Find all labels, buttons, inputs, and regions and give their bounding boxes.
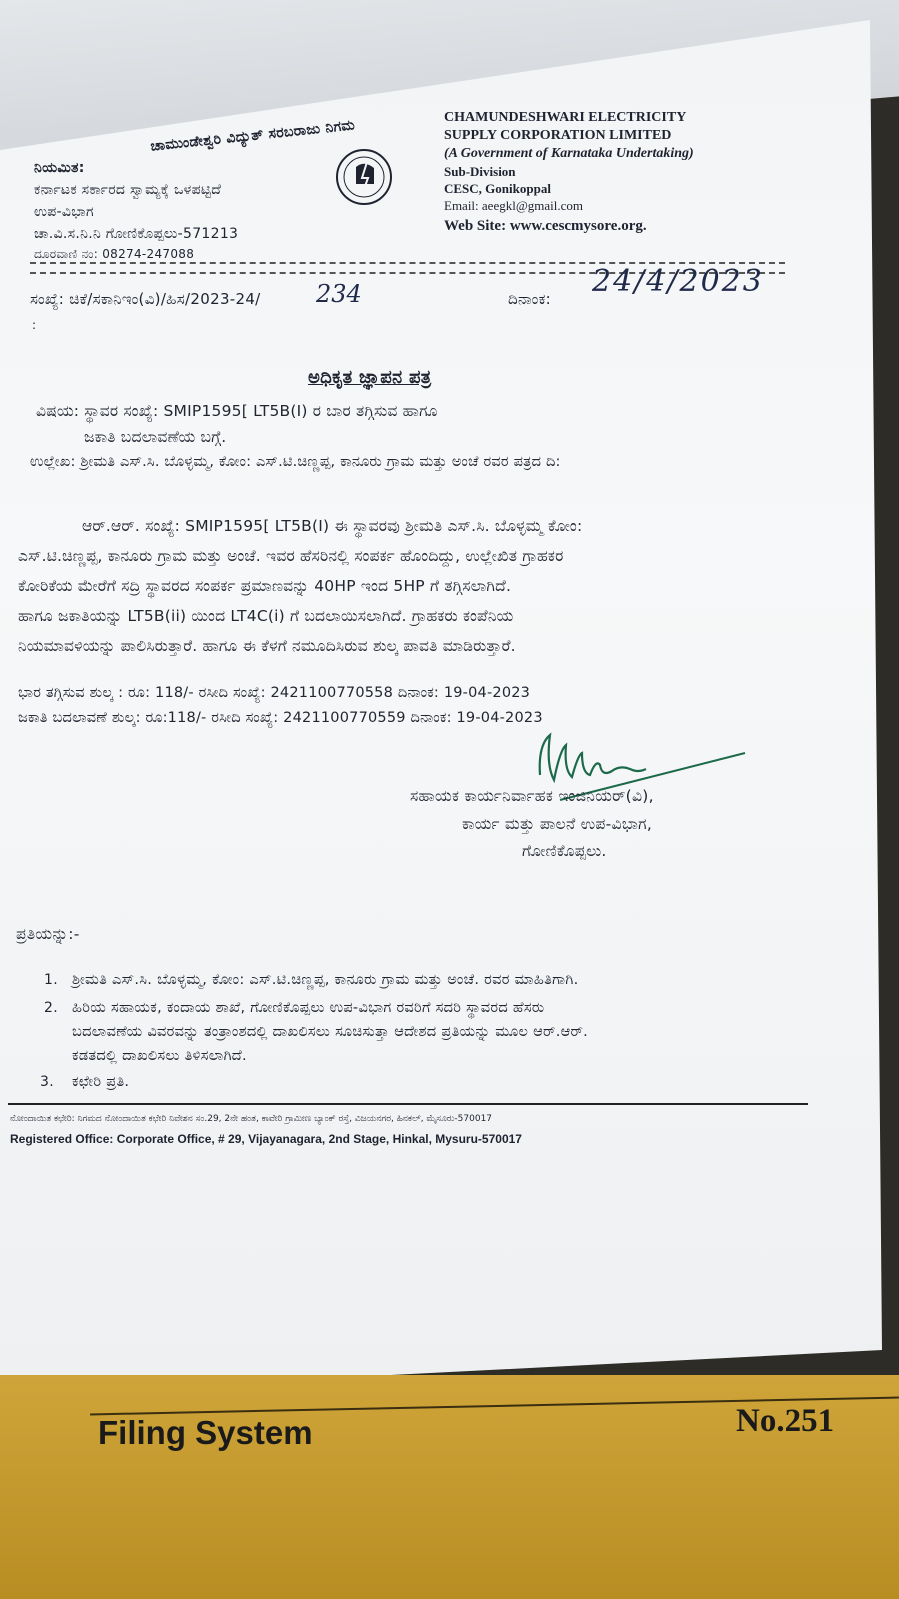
letterhead-english-line: CHAMUNDESHWARI ELECTRICITY xyxy=(444,110,687,125)
cesc-logo xyxy=(334,132,394,222)
copy-recipient: ಕಛೇರಿ ಪ್ರತಿ. xyxy=(72,1074,130,1090)
signatory-place: ಗೋಣಿಕೊಪ್ಪಲು. xyxy=(522,842,607,860)
copy-number: 2. xyxy=(44,1000,58,1016)
letterhead-english-line: SUPPLY CORPORATION LIMITED xyxy=(444,128,672,143)
signatory-office: ಕಾರ್ಯ ಮತ್ತು ಪಾಲನೆ ಉಪ-ವಿಭಾಗ, xyxy=(462,815,653,833)
fee-line: ಭಾರ ತಗ್ಗಿಸುವ ಶುಲ್ಕ : ರೂ: 118/- ರಸೀದಿ ಸಂಖ್ಯೆ: 2421100770558 ದಿನಾಂಕ: 19-04-2023 xyxy=(18,685,531,701)
letterhead-website: Web Site: www.cescmysore.org. xyxy=(444,218,647,234)
fee-line: ಜಕಾತಿ ಬದಲಾವಣೆ ಶುಲ್ಕ: ರೂ:118/- ರಸೀದಿ ಸಂಖ್ಯೆ: 2421100770559 ದಿನಾಂಕ: 19-04-2023 xyxy=(18,710,543,726)
document-title: ಅಧಿಕೃತ ಜ್ಞಾಪನ ಪತ್ರ xyxy=(308,367,432,388)
copy-number: 3. xyxy=(40,1074,54,1090)
reference-line: ಉಲ್ಲೇಖ: ಶ್ರೀಮತಿ ಎಸ್.ಸಿ. ಬೊಳ್ಳಮ್ಮ, ಕೋಂ: ಎಸ್.ಟಿ.ಚಿಣ್ಣಪ್ಪ, ಕಾನೂರು ಗ್ರಾಮ ಮತ್ತು ಅಂಚೆ ರವರ ಪತ್ರದ ದಿ: xyxy=(30,454,561,470)
subject-line: ವಿಷಯ: ಸ್ಥಾವರ ಸಂಖ್ಯೆ: SMIP1595[ LT5B(I) ರ ಬಾರ ತಗ್ಗಿಸುವ ಹಾಗೂ xyxy=(36,402,438,420)
copy-recipient: ಕಡತದಲ್ಲಿ ದಾಖಲಿಸಲು ತಿಳಿಸಲಾಗಿದೆ. xyxy=(72,1048,247,1064)
body-line: ಕೋರಿಕೆಯ ಮೇರೆಗೆ ಸದ್ರಿ ಸ್ಥಾವರದ ಸಂಪರ್ಕ ಪ್ರಮಾಣವನ್ನು 40HP ಇಂದ 5HP ಗೆ ತಗ್ಗಿಸಲಾಗಿದೆ. xyxy=(18,577,512,595)
copy-recipient: ಶ್ರೀಮತಿ ಎಸ್.ಸಿ. ಬೊಳ್ಳಮ್ಮ, ಕೋಂ: ಎಸ್.ಟಿ.ಚಿಣ್ಣಪ್ಪ, ಕಾನೂರು ಗ್ರಾಮ ಮತ್ತು ಅಂಚೆ. ರವರ ಮಾಹಿತಿಗಾಗಿ. xyxy=(72,972,579,988)
letterhead-kannada-line: ನಿಯಮಿತ: xyxy=(34,160,85,176)
letterhead-kannada-line: ಕರ್ನಾಟಕ ಸರ್ಕಾರದ ಸ್ವಾಮ್ಯಕ್ಕೆ ಒಳಪಟ್ಟಿದೆ xyxy=(34,182,222,198)
copies-heading: ಪ್ರತಿಯನ್ನು:- xyxy=(16,925,80,943)
footer-kannada: ನೋಂದಾಯಿತ ಕಛೇರಿ: ನಿಗಮದ ನೋಂದಾಯಿತ ಕಛೇರಿ ನಿವೇಶನ ಸಂ.29, 2ನೇ ಹಂತ, ಕಾವೇರಿ ಗ್ರಾಮೀಣ ಬ್ಯಾಂಕ್ ರಸ್ತೆ, ವಿಜಯನಗರ, ಹಿನಕಲ್, ಮೈಸೂರು-570017 xyxy=(10,1114,493,1124)
body-line: ಎಸ್.ಟಿ.ಚಿಣ್ಣಪ್ಪ, ಕಾನೂರು ಗ್ರಾಮ ಮತ್ತು ಅಂಚೆ. ಇವರ ಹೆಸರಿನಲ್ಲಿ ಸಂಪರ್ಕ ಹೊಂದಿದ್ದು, ಉಲ್ಲೇಖಿತ ಗ್ರಾಹಕರ xyxy=(18,547,564,565)
letterhead-email: Email: aeegkl@gmail.com xyxy=(444,198,584,213)
signatory-designation: ಸಹಾಯಕ ಕಾರ್ಯನಿರ್ವಾಹಕ ಇಂಜಿನಿಯರ್(ವಿ), xyxy=(410,787,654,805)
letterhead-english-line: Sub-Division xyxy=(444,164,516,179)
letterhead-kannada-line: ಉಪ-ವಿಭಾಗ xyxy=(34,204,94,220)
letterhead-kannada-title: ಚಾಮುಂಡೇಶ್ವರಿ ವಿದ್ಯುತ್ ಸರಬರಾಜು ನಿಗಮ xyxy=(149,117,356,155)
body-line: ಹಾಗೂ ಜಕಾತಿಯನ್ನು LT5B(ii) ಯಿಂದ LT4C(i) ಗೆ ಬದಲಾಯಿಸಲಾಗಿದೆ. ಗ್ರಾಹಕರು ಕಂಪೆನಿಯ xyxy=(18,607,514,625)
body-line: ನಿಯಮಾವಳಿಯನ್ನು ಪಾಲಿಸಿರುತ್ತಾರೆ. ಹಾಗೂ ಈ ಕೆಳಗೆ ನಮೂದಿಸಿರುವ ಶುಲ್ಕ ಪಾವತಿ ಮಾಡಿರುತ್ತಾರೆ. xyxy=(18,637,516,655)
date-handwritten: 24/4/2023 xyxy=(592,264,764,299)
subject-line: ಜಕಾತಿ ಬದಲಾವಣೆಯ ಬಗ್ಗೆ. xyxy=(84,428,227,446)
reference-number-label: ಸಂಖ್ಯೆ: ಚಿಕೆ/ಸಕಾನಿಇಂ(ವಿ)/ಹಿಸ/2023-24/ xyxy=(30,290,261,308)
copy-number: 1. xyxy=(44,972,58,988)
letterhead-english-line: CESC, Gonikoppal xyxy=(444,181,551,196)
letterhead-english-line: (A Government of Karnataka Undertaking) xyxy=(444,146,694,161)
folder-label: Filing System xyxy=(98,1414,313,1451)
letterhead-kannada-line: ಚಾ.ವಿ.ಸ.ನಿ.ನಿ ಗೋಣಿಕೊಪ್ಪಲು-571213 xyxy=(34,226,239,242)
folder-number: No.251 xyxy=(736,1403,835,1439)
copy-recipient: ಹಿರಿಯ ಸಹಾಯಕ, ಕಂದಾಯ ಶಾಖೆ, ಗೋಣಿಕೊಪ್ಪಲು ಉಪ-ವಿಭಾಗ ರವರಿಗೆ ಸದರಿ ಸ್ಥಾವರದ ಹೆಸರು xyxy=(72,1000,545,1016)
body-line: ಆರ್.ಆರ್. ಸಂಖ್ಯೆ: SMIP1595[ LT5B(I) ಈ ಸ್ಥಾವರವು ಶ್ರೀಮತಿ ಎಸ್.ಸಿ. ಬೊಳ್ಳಮ್ಮ ಕೋಂ: xyxy=(82,517,583,535)
footer-english: Registered Office: Corporate Office, # 29, Vijayanagara, 2nd Stage, Hinkal, Mysuru-570017 xyxy=(10,1132,522,1146)
reference-number-handwritten: 234 xyxy=(316,280,362,308)
date-label: ದಿನಾಂಕ: xyxy=(508,290,551,308)
footer-divider xyxy=(8,1103,808,1105)
letterhead-kannada-line: ದೂರವಾಣಿ ನಂ: 08274-247088 xyxy=(34,247,195,261)
copy-recipient: ಬದಲಾವಣೆಯ ವಿವರವನ್ನು ತಂತ್ರಾಂಶದಲ್ಲಿ ದಾಖಲಿಸಲು ಸೂಚಿಸುತ್ತಾ ಆದೇಶದ ಪ್ರತಿಯನ್ನು ಮೂಲ ಆರ್.ಆರ್. xyxy=(72,1024,589,1040)
